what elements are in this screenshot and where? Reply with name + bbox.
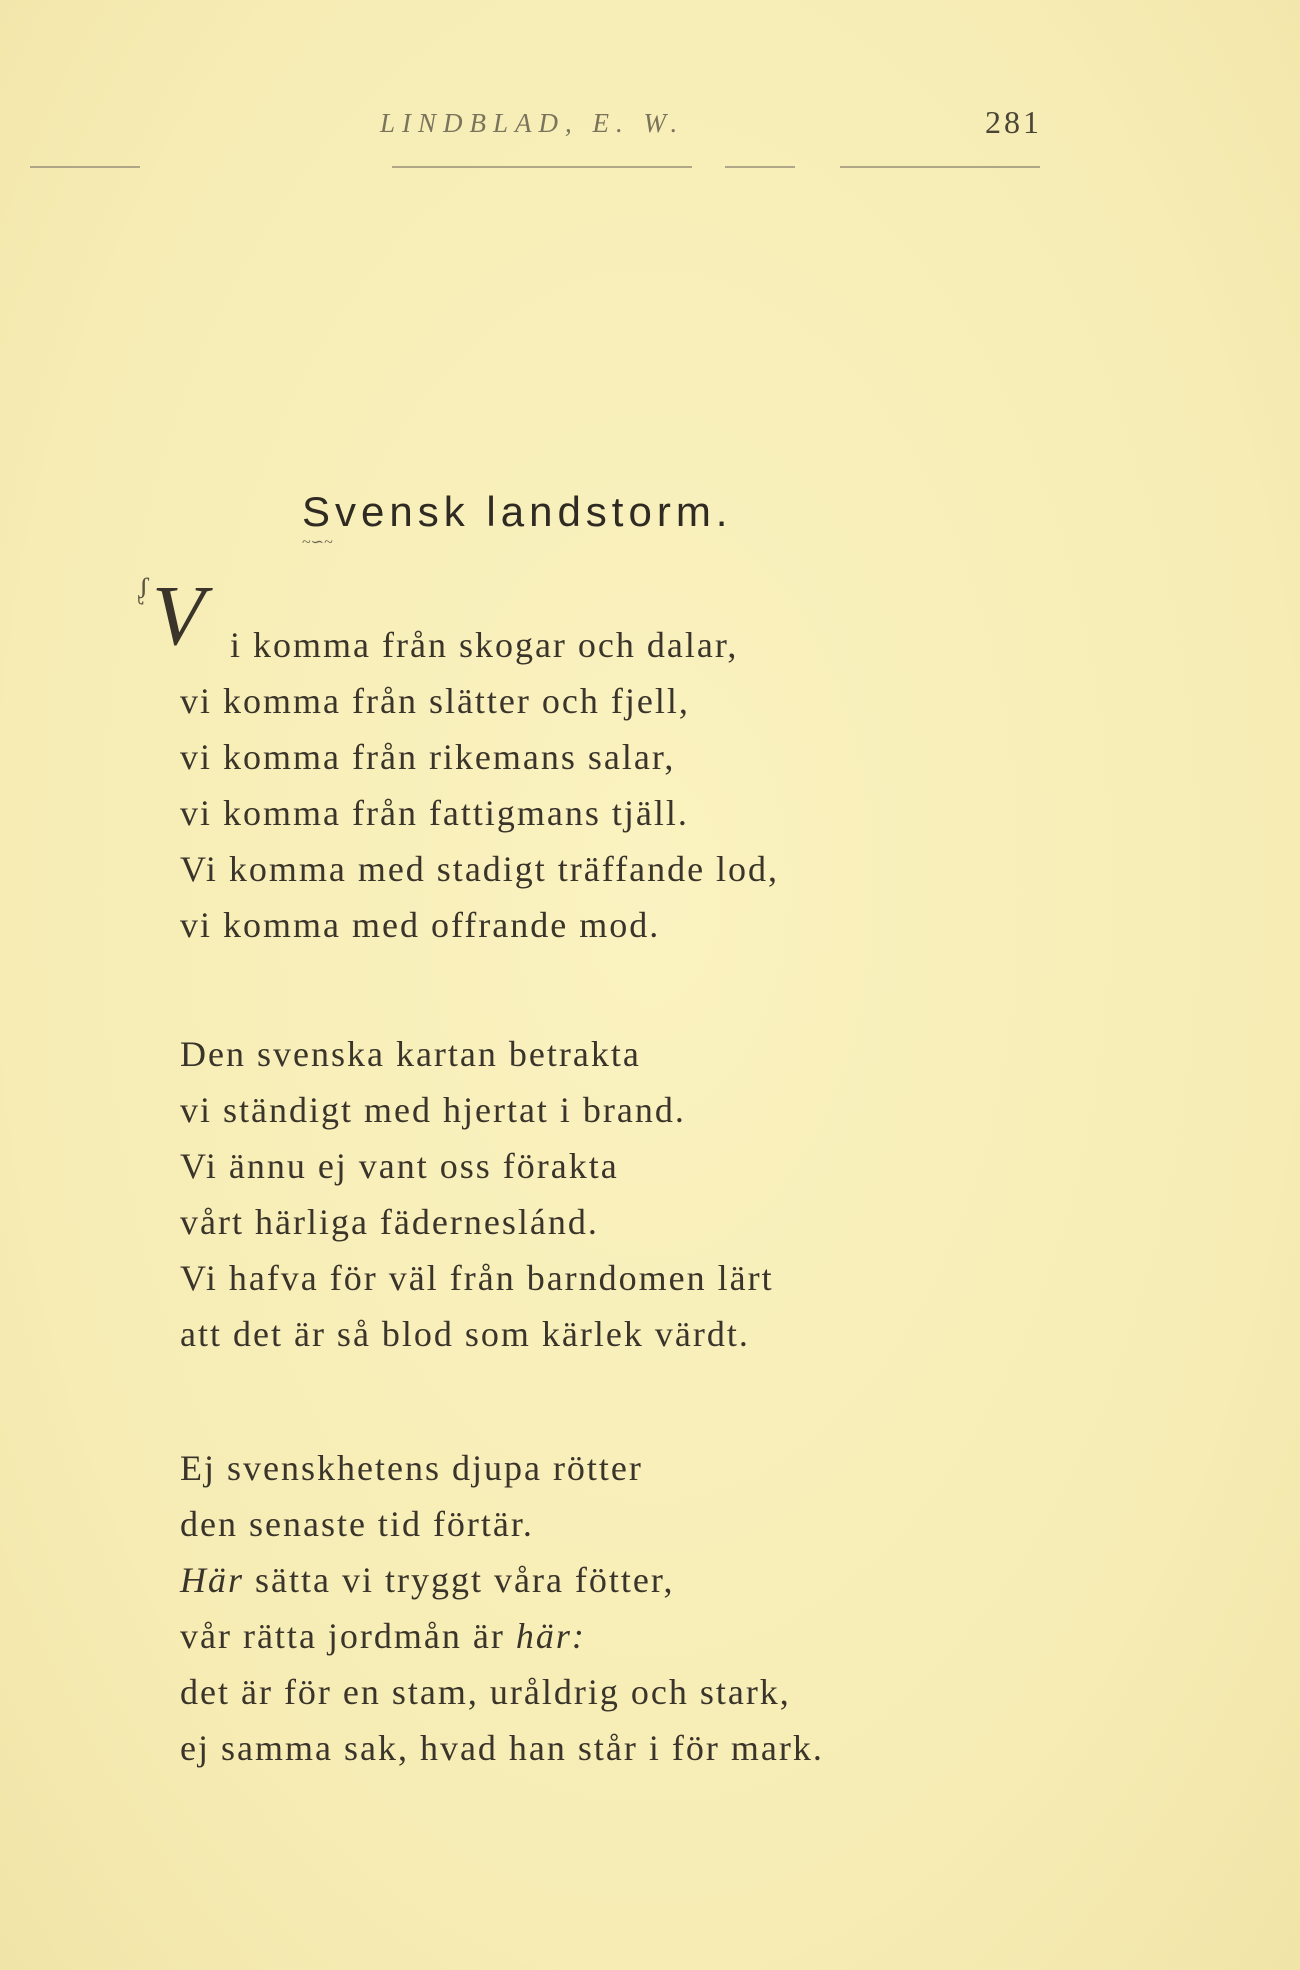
emphasized-word: Här — [180, 1560, 245, 1600]
poem-line: Vi ännu ej vant oss förakta — [180, 1146, 619, 1186]
emphasized-word: här: — [515, 1616, 586, 1656]
poem-line: att det är så blod som kärlek värdt. — [180, 1314, 750, 1354]
poem-line: vi komma från rikemans salar, — [180, 737, 676, 777]
poem-line: Den svenska kartan betrakta — [180, 1034, 641, 1074]
poem-line — [180, 1552, 824, 1608]
stanza-2 — [180, 1026, 774, 1362]
poem-line: i komma från skogar och dalar, — [230, 625, 739, 665]
header-rule — [840, 166, 1040, 168]
header-rule — [725, 166, 795, 168]
poem-line: vi ständigt med hjertat i brand. — [180, 1090, 686, 1130]
drop-cap: V — [152, 567, 205, 663]
header-rule — [392, 166, 692, 168]
poem-title: Svensk landstorm. — [302, 488, 733, 535]
line-text: sätta vi tryggt våra fötter, — [244, 1560, 675, 1600]
poem-line — [180, 1608, 824, 1664]
poem-line: Vi komma med stadigt träffande lod, — [180, 849, 780, 889]
page-number: 281 — [985, 104, 1042, 140]
poem-line: vi komma från fattigmans tjäll. — [180, 793, 689, 833]
running-head: LINDBLAD, E. W. — [380, 108, 685, 138]
poem-line: Vi hafva för väl från barndomen lärt — [180, 1258, 774, 1298]
title-ornament: ~∽~ — [302, 534, 333, 551]
poem-line: vi komma med offrande mod. — [180, 905, 661, 945]
dropcap-flourish-icon: ᶘ — [138, 572, 152, 605]
stanza-1 — [180, 617, 779, 953]
poem-line: vi komma från slätter och fjell, — [180, 681, 690, 721]
stanza-3 — [180, 1440, 824, 1776]
poem-line: ej samma sak, hvad han står i för mark. — [180, 1728, 824, 1768]
poem-line: Ej svenskhetens djupa rötter — [180, 1448, 643, 1488]
poem-line: den senaste tid förtär. — [180, 1504, 534, 1544]
poem-line: det är för en stam, uråldrig och stark, — [180, 1672, 791, 1712]
header-rule — [30, 166, 140, 168]
poem-line: vårt härliga fäderneslánd. — [180, 1202, 599, 1242]
line-text: vår rätta jordmån är — [180, 1616, 516, 1656]
